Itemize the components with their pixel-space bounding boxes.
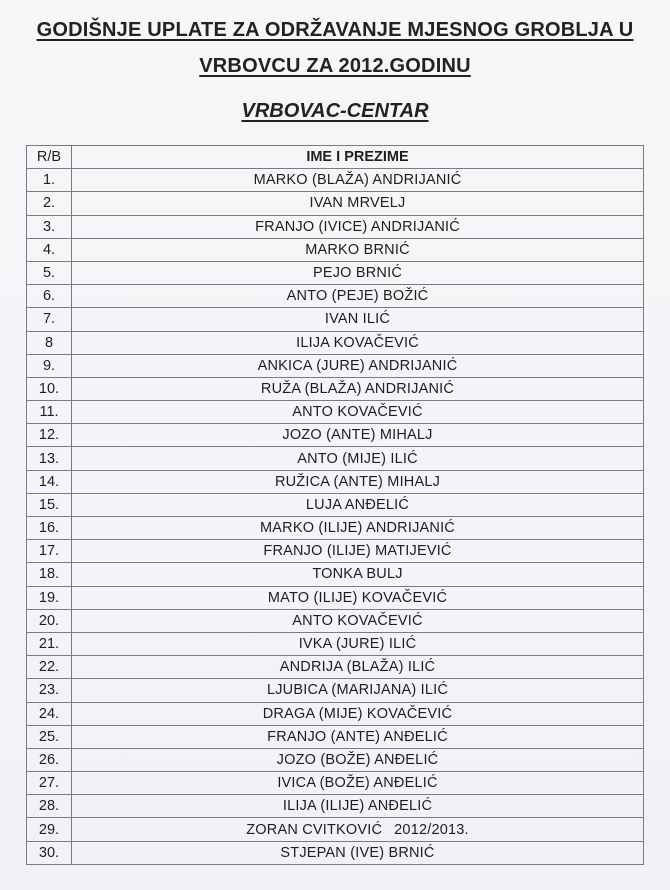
table-row — [27, 331, 644, 354]
row-number: 20. — [27, 609, 72, 632]
person-name: IVAN ILIĆ — [324, 311, 391, 328]
person-name: IVICA (BOŽE) ANĐELIĆ — [277, 775, 438, 792]
row-number: 3. — [27, 215, 72, 238]
person-name: MATO (ILIJE) KOVAČEVIĆ — [267, 589, 448, 606]
person-name: FRANJO (IVICE) ANDRIJANIĆ — [255, 218, 460, 235]
row-name-cell — [72, 424, 644, 447]
row-number: 2. — [27, 192, 72, 215]
row-name-cell — [72, 795, 644, 818]
person-name: IVAN MRVELJ — [309, 195, 406, 212]
table-row — [27, 308, 644, 331]
row-number: 16. — [27, 517, 72, 540]
person-name: ILIJA (ILIJE) ANĐELIĆ — [282, 798, 433, 815]
row-name-cell — [72, 702, 644, 725]
table-row — [27, 795, 644, 818]
row-name-cell — [72, 354, 644, 377]
row-number: 13. — [27, 447, 72, 470]
document-subtitle: VRBOVAC-CENTAR — [241, 100, 429, 122]
person-name: JOZO (BOŽE) ANĐELIĆ — [276, 751, 439, 768]
table-row — [27, 632, 644, 655]
row-number: 4. — [27, 238, 72, 261]
row-number: 14. — [27, 470, 72, 493]
row-name-cell — [72, 748, 644, 771]
row-name-cell — [72, 447, 644, 470]
table-row — [27, 238, 644, 261]
table-row — [27, 772, 644, 795]
person-name: JOZO (ANTE) MIHALJ — [282, 427, 433, 444]
row-name-cell — [72, 517, 644, 540]
row-name-cell — [72, 725, 644, 748]
row-number: 25. — [27, 725, 72, 748]
table-row — [27, 609, 644, 632]
table-row — [27, 656, 644, 679]
row-number: 6. — [27, 285, 72, 308]
person-name: MARKO (ILIJE) ANDRIJANIĆ — [260, 520, 455, 537]
row-number: 21. — [27, 632, 72, 655]
person-name: RUŽICA (ANTE) MIHALJ — [274, 473, 441, 490]
person-name: FRANJO (ANTE) ANĐELIĆ — [267, 728, 448, 745]
row-number: 23. — [27, 679, 72, 702]
row-name-cell — [72, 632, 644, 655]
person-name: LJUBICA (MARIJANA) ILIĆ — [266, 682, 449, 699]
table-row — [27, 586, 644, 609]
person-name: DRAGA (MIJE) KOVAČEVIĆ — [262, 705, 453, 722]
row-name-cell — [72, 169, 644, 192]
person-name: RUŽA (BLAŽA) ANDRIJANIĆ — [260, 380, 455, 397]
person-name: ZORAN CVITKOVIĆ — [246, 821, 383, 838]
row-name-cell — [72, 609, 644, 632]
table-row — [27, 841, 644, 864]
table-row — [27, 215, 644, 238]
person-name: FRANJO (ILIJE) MATIJEVIĆ — [263, 543, 452, 560]
row-number: 22. — [27, 656, 72, 679]
row-name-cell — [72, 540, 644, 563]
table-row — [27, 563, 644, 586]
table-row — [27, 493, 644, 516]
row-name-cell — [72, 285, 644, 308]
row-number: 30. — [27, 841, 72, 864]
table-row — [27, 517, 644, 540]
person-name: ANTO KOVAČEVIĆ — [292, 612, 423, 629]
row-number: 19. — [27, 586, 72, 609]
row-name-cell — [72, 772, 644, 795]
row-number: 28. — [27, 795, 72, 818]
table-row — [27, 748, 644, 771]
row-name-cell — [72, 563, 644, 586]
row-number: 12. — [27, 424, 72, 447]
row-number: 11. — [27, 401, 72, 424]
row-name-cell — [72, 841, 644, 864]
row-name-cell — [72, 261, 644, 284]
table-row — [27, 285, 644, 308]
document-title-line-1: GODIŠNJE UPLATE ZA ODRŽAVANJE MJESNOG GROBLJA U — [36, 19, 634, 41]
table-row — [27, 261, 644, 284]
row-number: 24. — [27, 702, 72, 725]
table-row — [27, 725, 644, 748]
row-name-cell — [72, 586, 644, 609]
row-number: 26. — [27, 748, 72, 771]
row-number: 5. — [27, 261, 72, 284]
table-row — [27, 702, 644, 725]
row-name-cell — [72, 470, 644, 493]
row-number: 7. — [27, 308, 72, 331]
person-name: ANTO (PEJE) BOŽIĆ — [286, 288, 429, 305]
row-number: 15. — [27, 493, 72, 516]
person-name: ILIJA KOVAČEVIĆ — [296, 334, 419, 351]
person-name: ANDRIJA (BLAŽA) ILIĆ — [279, 659, 436, 676]
column-header-name: IME I PREZIME — [72, 146, 644, 169]
table-row — [27, 401, 644, 424]
column-header-rb: R/B — [27, 146, 72, 169]
row-number: 10. — [27, 377, 72, 400]
person-name: ANTO (MIJE) ILIĆ — [297, 450, 418, 467]
row-number: 29. — [27, 818, 72, 841]
row-number: 17. — [27, 540, 72, 563]
row-name-cell — [72, 656, 644, 679]
row-name-cell — [72, 818, 644, 841]
person-name: TONKA BULJ — [312, 566, 403, 583]
row-name-cell — [72, 192, 644, 215]
table-row — [27, 424, 644, 447]
person-name: MARKO (BLAŽA) ANDRIJANIĆ — [253, 172, 462, 189]
row-name-cell — [72, 679, 644, 702]
table-row — [27, 470, 644, 493]
row-number: 1. — [27, 169, 72, 192]
row-number: 9. — [27, 354, 72, 377]
table-body — [27, 169, 644, 865]
row-number: 27. — [27, 772, 72, 795]
person-name: IVKA (JURE) ILIĆ — [298, 636, 417, 653]
table-row — [27, 818, 644, 841]
row-name-cell — [72, 493, 644, 516]
row-note: 2012/2013. — [394, 821, 469, 838]
table-row — [27, 192, 644, 215]
row-number: 18. — [27, 563, 72, 586]
row-number: 8 — [27, 331, 72, 354]
row-name-cell — [72, 331, 644, 354]
table-row — [27, 679, 644, 702]
person-name: ANTO KOVAČEVIĆ — [292, 404, 423, 421]
row-name-cell — [72, 238, 644, 261]
person-name: PEJO BRNIĆ — [312, 265, 402, 282]
person-name: ANKICA (JURE) ANDRIJANIĆ — [257, 357, 458, 374]
person-name: STJEPAN (IVE) BRNIĆ — [280, 844, 435, 861]
table-row — [27, 447, 644, 470]
table-row — [27, 540, 644, 563]
row-name-cell — [72, 401, 644, 424]
row-name-cell — [72, 215, 644, 238]
document-title-line-2: VRBOVCU ZA 2012.GODINU — [199, 55, 471, 77]
table-row — [27, 354, 644, 377]
table-header-row — [27, 146, 644, 169]
table-row — [27, 377, 644, 400]
payments-table — [26, 145, 644, 865]
row-name-cell — [72, 308, 644, 331]
table-row — [27, 169, 644, 192]
person-name: MARKO BRNIĆ — [305, 241, 410, 258]
row-name-cell — [72, 377, 644, 400]
person-name: LUJA ANĐELIĆ — [305, 496, 410, 513]
